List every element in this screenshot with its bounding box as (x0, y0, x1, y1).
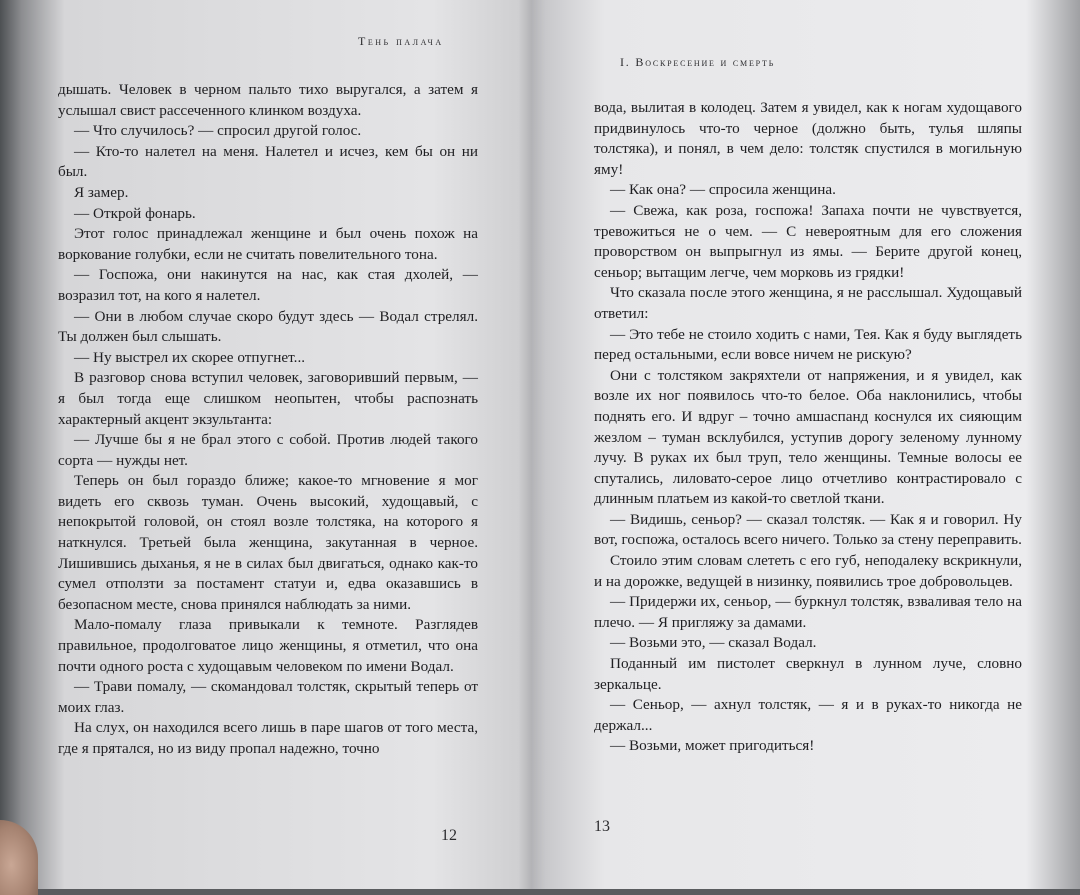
paragraph: — Возьми это, — сказал Водал. (610, 634, 817, 652)
paragraph: — Трави помалу, — скомандовал толстяк, скрытый теперь от моих глаз. (58, 678, 478, 716)
paragraph: Мало-помалу глаза привыкали к темноте. Разглядев правильное, продолговатое лицо женщины, я отметил, что она почти одного роста с худощавым человеком по имени Водал. (58, 616, 478, 675)
paragraph: — Как она? — спросила женщина. (610, 181, 836, 199)
page-number: 12 (441, 827, 457, 844)
page-number: 13 (594, 818, 610, 835)
paragraph: Стоило этим словам слететь с его губ, неподалеку вскрикнули, и на дорожке, ведущей в низинку, появились трое добровольцев. (594, 552, 1022, 590)
paragraph: В разговор снова вступил человек, заговоривший первым, — я был тогда еще слишком неопытен, чтобы распознать характерный акцент экзультанта: (58, 369, 478, 428)
paragraph: — Они в любом случае скоро будут здесь — Водал стрелял. Ты должен был слышать. (58, 307, 478, 346)
paragraph: — Возьми, может пригодиться! (610, 737, 815, 755)
paragraph: Что сказала после этого женщина, я не расслышал. Худощавый ответил: (594, 284, 1022, 322)
paragraph: вода, вылитая в колодец. Затем я увидел, как к ногам худощавого придвинулось что-то черное (должно быть, тулья шляпы толстяка), и понял, в чем дело: толстяк спустился в могильную яму! (594, 99, 1022, 178)
paragraph: — Лучше бы я не брал этого с собой. Против людей такого сорта — нужды нет. (58, 431, 478, 469)
left-page (0, 0, 530, 889)
page-text (58, 80, 478, 760)
paragraph: — Это тебе не стоило ходить с нами, Тея. Как я буду выглядеть перед остальными, если вовсе ничем не рискую? (594, 325, 1022, 364)
paragraph: — Госпожа, они накинутся на нас, как стая дхолей, — возразил тот, на кого я налетел. (58, 266, 478, 304)
paragraph: — Придержи их, сеньор, — буркнул толстяк, взваливая тело на плечо. — Я пригляжу за дамами. (594, 593, 1022, 631)
paragraph: На слух, он находился всего лишь в паре шагов от того места, где я прятался, но из виду пропал надежно, точно (58, 719, 478, 757)
running-head: I. Воскресение и смерть (620, 55, 776, 69)
right-page (530, 0, 1080, 889)
paragraph: — Видишь, сеньор? — сказал толстяк. — Как я и говорил. Ну вот, госпожа, осталось всего ничего. Только за стену переправить. (594, 510, 1022, 549)
paragraph: — Сеньор, — ахнул толстяк, — я и в руках-то никогда не держал... (594, 696, 1022, 734)
running-head: Тень палача (358, 34, 444, 48)
paragraph: Этот голос принадлежал женщине и был очень похож на воркование голубки, если не считать повелительного тона. (58, 225, 478, 263)
paragraph: Теперь он был гораздо ближе; какое-то мгновение я мог видеть его сквозь туман. Очень высокий, худощавый, с непокрытой головой, он стоял возле толстяка, на которого я наткнулся. Третьей была женщина, закутанная в черное. Лишившись дыханья, я не в силах был двигаться, однако как-то сумел отползти за постамент статуи и, едва оказавшись в безопасном месте, снова принялся наблюдать за ними. (58, 472, 478, 613)
paragraph: — Свежа, как роза, госпожа! Запаха почти не чувствуется, тревожиться не о чем. — С невероятным для его сложения проворством он выпрыгнул из ямы. — Берите другой конец, сеньор; вытащим легче, чем морковь из грядки! (594, 201, 1022, 281)
paragraph: дышать. Человек в черном пальто тихо выругался, а затем я услышал свист рассеченного клинком воздуха. (58, 81, 478, 119)
paragraph: — Что случилось? — спросил другой голос. (74, 122, 362, 140)
page-text (594, 98, 1022, 757)
paragraph: Я замер. (74, 183, 129, 201)
paragraph: Поданный им пистолет сверкнул в лунном луче, словно зеркальце. (594, 655, 1022, 693)
paragraph: Они с толстяком закряхтели от напряжения, и я увидел, как возле их ног появилось что-то белое. Оба наклонились, чтобы поднять его. И вдруг – точно амшаспанд коснулся их сияющим жезлом – туман всклубился, уступив дорогу зеленому лунному лучу. В руках их был труп, тело женщины. Темные волосы ее спутались, лиловато-серое лицо отчетливо контрастировало с длинным платьем из какой-то светлой ткани. (594, 366, 1022, 508)
paragraph: — Ну выстрел их скорее отпугнет... (74, 348, 306, 366)
paragraph: — Кто-то налетел на меня. Налетел и исчез, кем бы он ни был. (58, 142, 478, 181)
paragraph: — Открой фонарь. (74, 204, 196, 222)
